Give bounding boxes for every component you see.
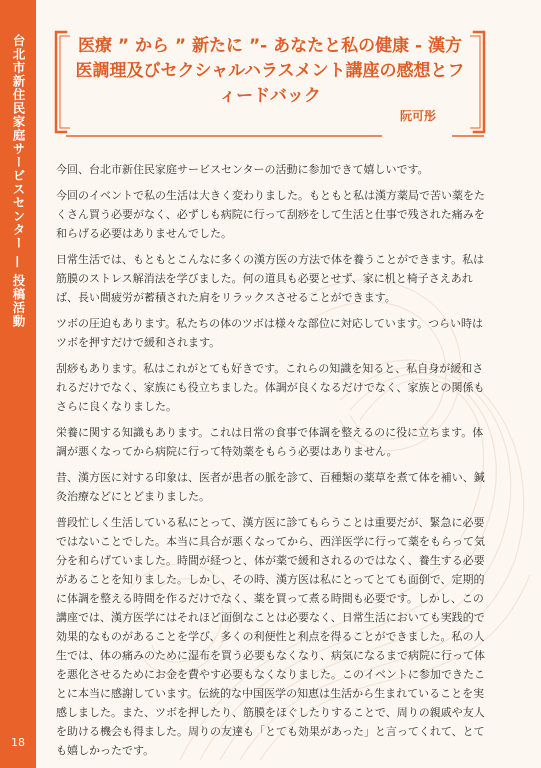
author-name: 阮可彤 — [399, 109, 436, 123]
article-paragraph: 刮痧もあります。私はこれがとても好きです。これらの知識を知ると、私自身が緩和されるだけでなく、家族にも役立ちました。体調が良くなるだけでなく、家族との関係もさらに良くなりました。 — [56, 362, 485, 413]
article-title: 医療 ” から ” 新たに ”- あなたと私の健康 - 漢方医調理及びセクシャルハラスメント講座の感想とフィードバック — [75, 36, 465, 106]
article-paragraph: 昔、漢方医に対する印象は、医者が患者の脈を診て、百種類の薬草を煮て体を補い、鍼灸治療などにとどまりました。 — [56, 471, 485, 503]
article-paragraph: 今回のイベントで私の生活は大きく変わりました。もともと私は漢方薬局で苦い薬をたくさん買う必要がなく、必ずしも病院に行って刮痧をして生活と仕事で残された痛みを和らげる必要はありませんでした。 — [56, 189, 485, 240]
sidebar-section-label: 台北市新住民家庭サービスセンター — 投稿活動 — [11, 34, 26, 329]
article-paragraph: ツボの圧迫もあります。私たちの体のツボは様々な部位に対応しています。つらい時はツボを押すだけで緩和されます。 — [56, 317, 484, 349]
article-paragraph: 普段忙しく生活している私にとって、漢方医に診てもらうことは重要だが、緊急に必要ではないことでした。本当に具合が悪くなってから、西洋医学に行って薬をもらって気分を和らげていました。時間が経つと、体が薬で緩和されるのではなく、養生する必要があることを知りました。しかし、その時、漢方医は私にとってとても面倒で、定期的に体調を整える時間を作るだけでなく、薬を買って煮る時間も必要です。しかし、この講座では、漢方医学にはそれほど面倒なことは必要なく、日常生活においても実践的で効果的なものがあることを学び、多くの利便性と利点を得ることができました。私の人生では、体の痛みのために湿布を買う必要もなくなり、病気になるまで病院に行って体を悪化させるためにお金を費やす必要もなくなりました。このイベントに参加できたことに本当に感謝しています。伝統的な中国医学の知恵は生活から生まれていることを実感しました。また、ツボを押したり、筋膜をほぐしたりすることで、周りの親戚や友人を助ける機会も得ました。周りの友達も「とても効果があった」と言ってくれて、とても嬉しかったです。 — [56, 516, 485, 757]
page-number: 18 — [11, 736, 25, 749]
article-paragraph: 今回、台北市新住民家庭サービスセンターの活動に参加できて嬉しいです。 — [56, 163, 429, 176]
sidebar-band — [0, 0, 36, 768]
article-body — [56, 160, 486, 767]
article-paragraph: 日常生活では、もともとこんなに多くの漢方医の方法で体を養うことができます。私は筋膜のストレス解消法を学びました。何の道具も必要とせず、家に机と椅子さえあれば、長い間疲労が蓄積された肩をリラックスさせることができます。 — [56, 253, 485, 304]
article-paragraph: 栄養に関する知識もあります。これは日常の食事で体調を整えるのに役に立ちます。体調が悪くなってから病院に行って特効薬をもらう必要はありません。 — [56, 426, 484, 458]
